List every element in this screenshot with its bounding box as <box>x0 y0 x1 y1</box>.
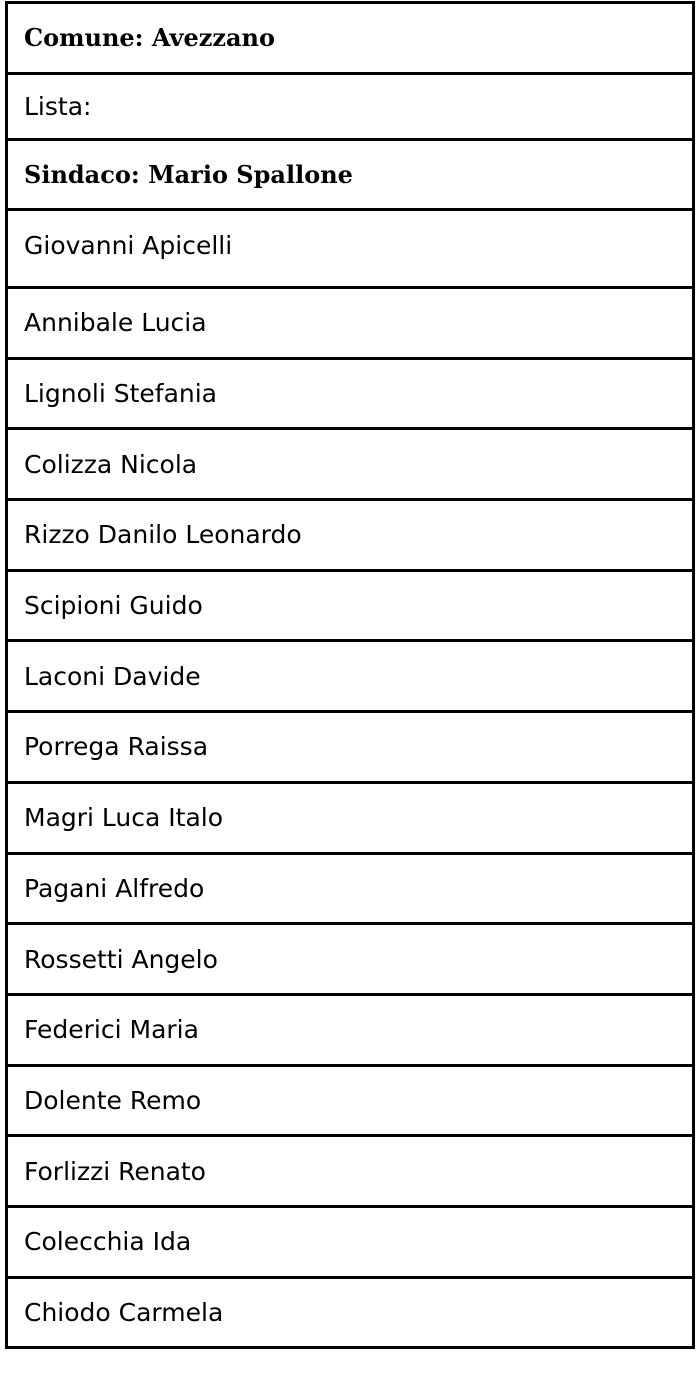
candidate-row <box>8 1208 692 1279</box>
comune-label: Comune: Avezzano <box>24 23 276 52</box>
candidate-row <box>8 925 692 996</box>
lista-label: Lista: <box>24 92 92 121</box>
candidate-name: Rizzo Danilo Leonardo <box>24 520 302 550</box>
candidate-row <box>8 996 692 1067</box>
comune-row <box>8 4 692 75</box>
candidate-name: Giovanni Apicelli <box>24 231 233 260</box>
candidate-row <box>8 572 692 643</box>
candidate-row <box>8 1137 692 1208</box>
candidate-row <box>8 1279 692 1350</box>
candidate-name: Dolente Remo <box>24 1085 202 1115</box>
candidate-name: Chiodo Carmela <box>24 1297 224 1327</box>
candidate-name: Rossetti Angelo <box>24 944 218 974</box>
candidate-list-table <box>5 1 695 1349</box>
candidate-name: Forlizzi Renato <box>24 1156 206 1186</box>
candidate-row <box>8 501 692 572</box>
lista-row <box>8 75 692 141</box>
sindaco-label: Sindaco: Mario Spallone <box>24 159 353 189</box>
candidate-name: Magri Luca Italo <box>24 803 224 833</box>
candidate-row <box>8 430 692 501</box>
candidate-name: Porrega Raissa <box>24 732 209 762</box>
candidate-name: Colizza Nicola <box>24 449 198 479</box>
candidate-name: Federici Maria <box>24 1015 199 1045</box>
candidate-row <box>8 855 692 926</box>
sindaco-row <box>8 141 692 211</box>
candidate-name: Scipioni Guido <box>24 591 203 621</box>
candidate-row <box>8 642 692 713</box>
candidate-name: Laconi Davide <box>24 661 201 691</box>
candidate-name: Annibale Lucia <box>24 308 207 338</box>
candidate-name: Lignoli Stefania <box>24 379 218 409</box>
candidate-row <box>8 289 692 360</box>
candidate-row <box>8 211 692 289</box>
candidate-row <box>8 713 692 784</box>
candidate-name: Colecchia Ida <box>24 1227 192 1257</box>
candidate-row <box>8 1067 692 1138</box>
candidate-row <box>8 360 692 431</box>
candidate-name: Pagani Alfredo <box>24 873 205 903</box>
candidate-row <box>8 784 692 855</box>
